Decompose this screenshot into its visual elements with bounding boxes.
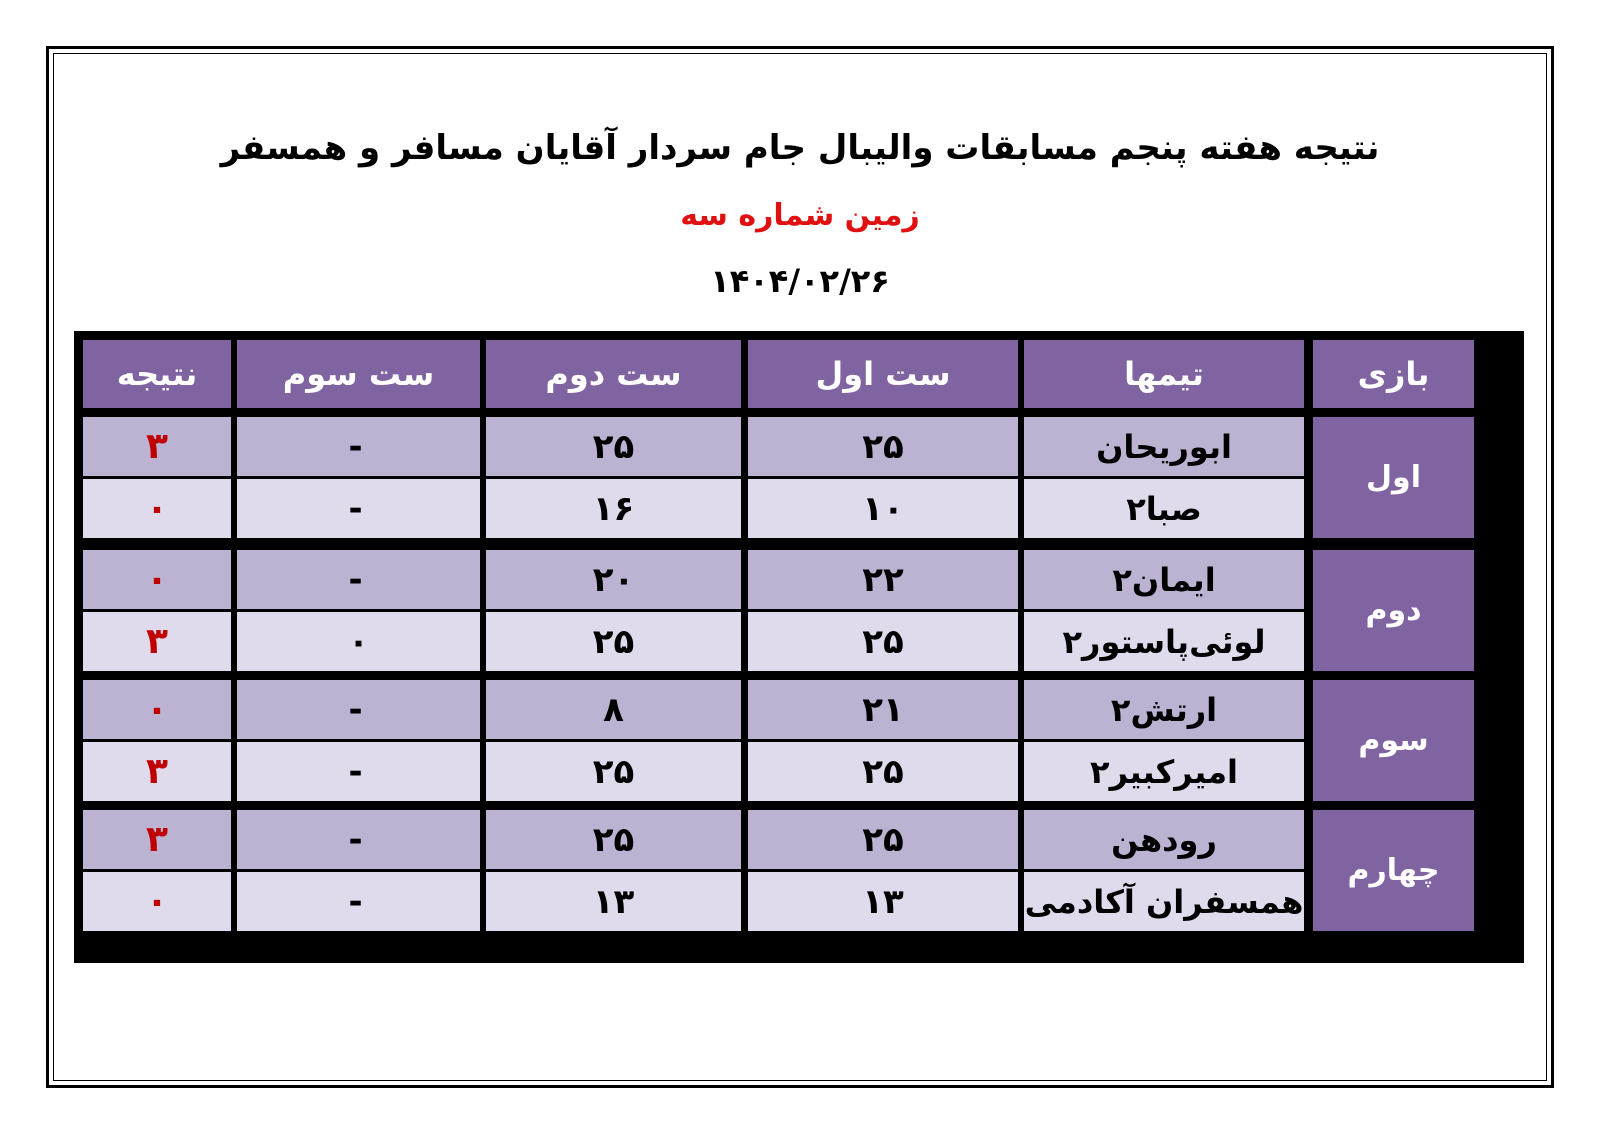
header-set1: ست اول bbox=[748, 340, 1018, 408]
set2-score: ۲۵ bbox=[486, 810, 741, 869]
set2-score: ۱۶ bbox=[486, 479, 741, 538]
set2-score: ۸ bbox=[486, 680, 741, 739]
set1-score: ۲۵ bbox=[748, 742, 1018, 801]
set2-score: ۲۵ bbox=[486, 417, 741, 476]
results-table bbox=[74, 331, 1524, 963]
game-label: اول bbox=[1313, 417, 1474, 538]
set1-score: ۱۰ bbox=[748, 479, 1018, 538]
game-label: سوم bbox=[1313, 680, 1474, 801]
set2-score: ۲۰ bbox=[486, 550, 741, 609]
set3-score: - bbox=[237, 810, 480, 869]
set2-score: ۲۵ bbox=[486, 742, 741, 801]
team-name: رودهن bbox=[1024, 810, 1304, 869]
header-set3: ست سوم bbox=[237, 340, 480, 408]
set1-score: ۲۱ bbox=[748, 680, 1018, 739]
team-name: ابوریحان bbox=[1024, 417, 1304, 476]
header-teams: تیمها bbox=[1024, 340, 1304, 408]
set1-score: ۲۵ bbox=[748, 417, 1018, 476]
set1-score: ۲۵ bbox=[748, 612, 1018, 671]
set1-score: ۱۳ bbox=[748, 872, 1018, 931]
result-score: ۰ bbox=[83, 680, 231, 739]
result-score: ۳ bbox=[83, 612, 231, 671]
set3-score: ۰ bbox=[237, 612, 480, 671]
team-name: همسفران آکادمی bbox=[1024, 872, 1304, 931]
game-label: دوم bbox=[1313, 550, 1474, 671]
match-date: ۱۴۰۴/۰۲/۲۶ bbox=[710, 262, 890, 300]
header-game: بازی bbox=[1313, 340, 1474, 408]
set2-score: ۱۳ bbox=[486, 872, 741, 931]
team-name: صبا۲ bbox=[1024, 479, 1304, 538]
set3-score: - bbox=[237, 479, 480, 538]
team-name: ارتش۲ bbox=[1024, 680, 1304, 739]
result-score: ۰ bbox=[83, 872, 231, 931]
page-title: نتیجه هفته پنجم مسابقات والیبال جام سردار آقایان مسافر و همسفر bbox=[220, 128, 1380, 168]
set3-score: - bbox=[237, 417, 480, 476]
set3-score: - bbox=[237, 742, 480, 801]
game-label: چهارم bbox=[1313, 810, 1474, 931]
set3-score: - bbox=[237, 680, 480, 739]
result-score: ۰ bbox=[83, 479, 231, 538]
header-set2: ست دوم bbox=[486, 340, 741, 408]
team-name: ایمان۲ bbox=[1024, 550, 1304, 609]
set1-score: ۲۵ bbox=[748, 810, 1018, 869]
result-score: ۰ bbox=[83, 550, 231, 609]
set1-score: ۲۲ bbox=[748, 550, 1018, 609]
set3-score: - bbox=[237, 550, 480, 609]
set3-score: - bbox=[237, 872, 480, 931]
result-score: ۳ bbox=[83, 417, 231, 476]
header-result: نتیجه bbox=[83, 340, 231, 408]
team-name: لوئی‌پاستور۲ bbox=[1024, 612, 1304, 671]
result-score: ۳ bbox=[83, 810, 231, 869]
set2-score: ۲۵ bbox=[486, 612, 741, 671]
court-subtitle: زمین شماره سه bbox=[680, 198, 920, 233]
team-name: امیرکبیر۲ bbox=[1024, 742, 1304, 801]
result-score: ۳ bbox=[83, 742, 231, 801]
